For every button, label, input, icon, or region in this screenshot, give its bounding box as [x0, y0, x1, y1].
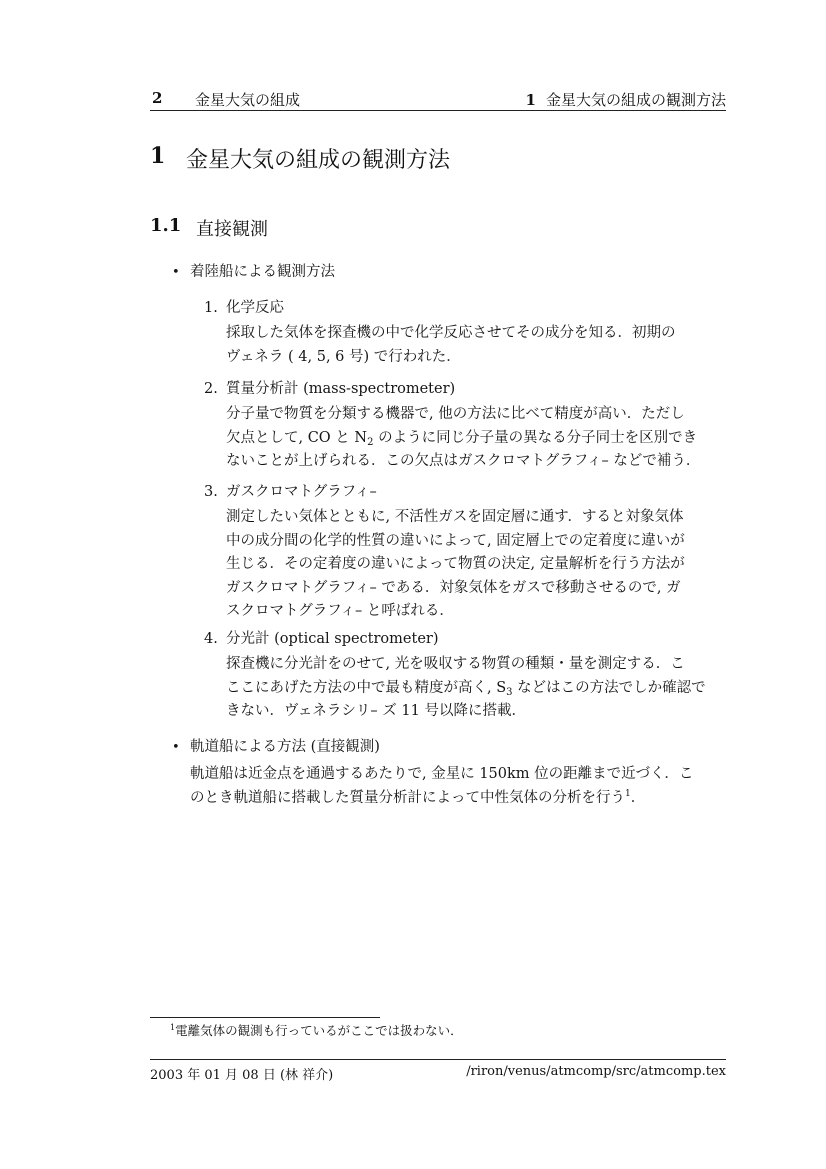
item-title-mass-spectrometer: 質量分析計 (mass-spectrometer)	[226, 381, 456, 397]
body-line	[226, 427, 726, 451]
body-text: のとき軌道船に搭載した質量分析計によって中性気体の分析を行う	[190, 789, 625, 806]
item-title-gas-chromatography: ガスクロマトグラフィ–	[226, 484, 377, 500]
body-line	[226, 677, 726, 701]
subsection-title: 直接観測	[196, 219, 268, 240]
body-line: 中の成分間の化学的性質の違いによって, 固定層上での定着度に違いが	[226, 532, 685, 549]
bullet-orbiter-label: 軌道船による方法 (直接観測)	[190, 739, 380, 755]
body-line: ないことが上げられる．この欠点はガスクロマトグラフィ– などで補う．	[226, 453, 701, 469]
footer-file-path: /riron/venus/atmcomp/src/atmcomp.tex	[466, 1064, 726, 1079]
section-title: 金星大気の組成の観測方法	[186, 148, 451, 173]
header-page-number: 2	[152, 89, 163, 107]
footnote-rule	[150, 1017, 380, 1018]
footnote-reference[interactable]: 1	[625, 788, 631, 799]
orbiter-body	[190, 763, 726, 810]
body-text: のように同じ分子量の異なる分子同士を区別でき	[373, 429, 698, 446]
body-line	[190, 787, 726, 811]
footnote-text: 電離気体の観測も行っているがここでは扱わない．	[175, 1023, 463, 1038]
footer-rule	[150, 1059, 726, 1060]
body-line: ヴェネラ ( 4, 5, 6 号) で行われた．	[226, 348, 461, 365]
body-text: ここにあげた方法の中で最も精度が高く, S	[226, 679, 507, 696]
item-body-gas-chromatography	[226, 506, 726, 624]
item-body-chemical-reaction	[226, 322, 726, 369]
body-line: 軌道船は近金点を通過するあたりで, 金星に 150km 位の距離まで近づく．こ	[190, 766, 694, 782]
header-section-number: 1	[525, 91, 536, 109]
body-text: ．	[630, 789, 646, 806]
item-number: 4.	[204, 631, 218, 647]
header-rule	[150, 110, 726, 111]
body-line: スクロマトグラフィ– と呼ばれる．	[226, 603, 454, 619]
item-title-chemical-reaction: 化学反応	[226, 300, 284, 316]
subscript: 3	[506, 686, 513, 698]
body-line: ガスクロマトグラフィ– である．対象気体をガスで移動させるので, ガ	[226, 579, 681, 596]
body-line: きない．ヴェネラシリ– ズ 11 号以降に搭載．	[226, 703, 526, 719]
bullet-marker: •	[172, 740, 180, 755]
bullet-marker: •	[172, 265, 180, 280]
header-chapter-title: 金星大気の組成	[195, 91, 301, 109]
bullet-lander-label: 着陸船による観測方法	[190, 264, 335, 280]
body-line: 採取した気体を探査機の中で化学反応させてその成分を知る．初期の	[226, 325, 676, 341]
header-section-title: 金星大気の組成の観測方法	[545, 91, 726, 109]
subscript: 2	[367, 436, 374, 448]
footer-date-author: 2003 年 01 月 08 日 (林 祥介)	[150, 1068, 334, 1083]
item-body-optical-spectrometer	[226, 653, 726, 724]
body-line: 分子量で物質を分類する機器で, 他の方法に比べて精度が高い．ただし	[226, 406, 685, 422]
body-line: 測定したい気体とともに, 不活性ガスを固定層に通す．すると対象気体	[226, 509, 684, 525]
header-section	[526, 89, 726, 110]
subsection-number: 1.1	[150, 215, 182, 236]
body-line: 生じる．その定着度の違いによって物質の決定, 定量解析を行う方法が	[226, 556, 685, 572]
body-text: などはこの方法でしか確認で	[512, 679, 706, 696]
section-number: 1	[150, 143, 166, 169]
item-number: 3.	[204, 484, 218, 500]
body-line: 探査機に分光計をのせて, 光を吸収する物質の種類・量を測定する．こ	[226, 656, 685, 672]
footnote	[170, 1021, 463, 1039]
item-body-mass-spectrometer	[226, 403, 726, 474]
item-number: 2.	[204, 381, 218, 397]
item-title-optical-spectrometer: 分光計 (optical spectrometer)	[226, 631, 439, 647]
footnote-mark: 1	[170, 1023, 176, 1032]
body-text: 欠点として, CO と N	[226, 429, 368, 446]
item-number: 1.	[204, 300, 218, 316]
